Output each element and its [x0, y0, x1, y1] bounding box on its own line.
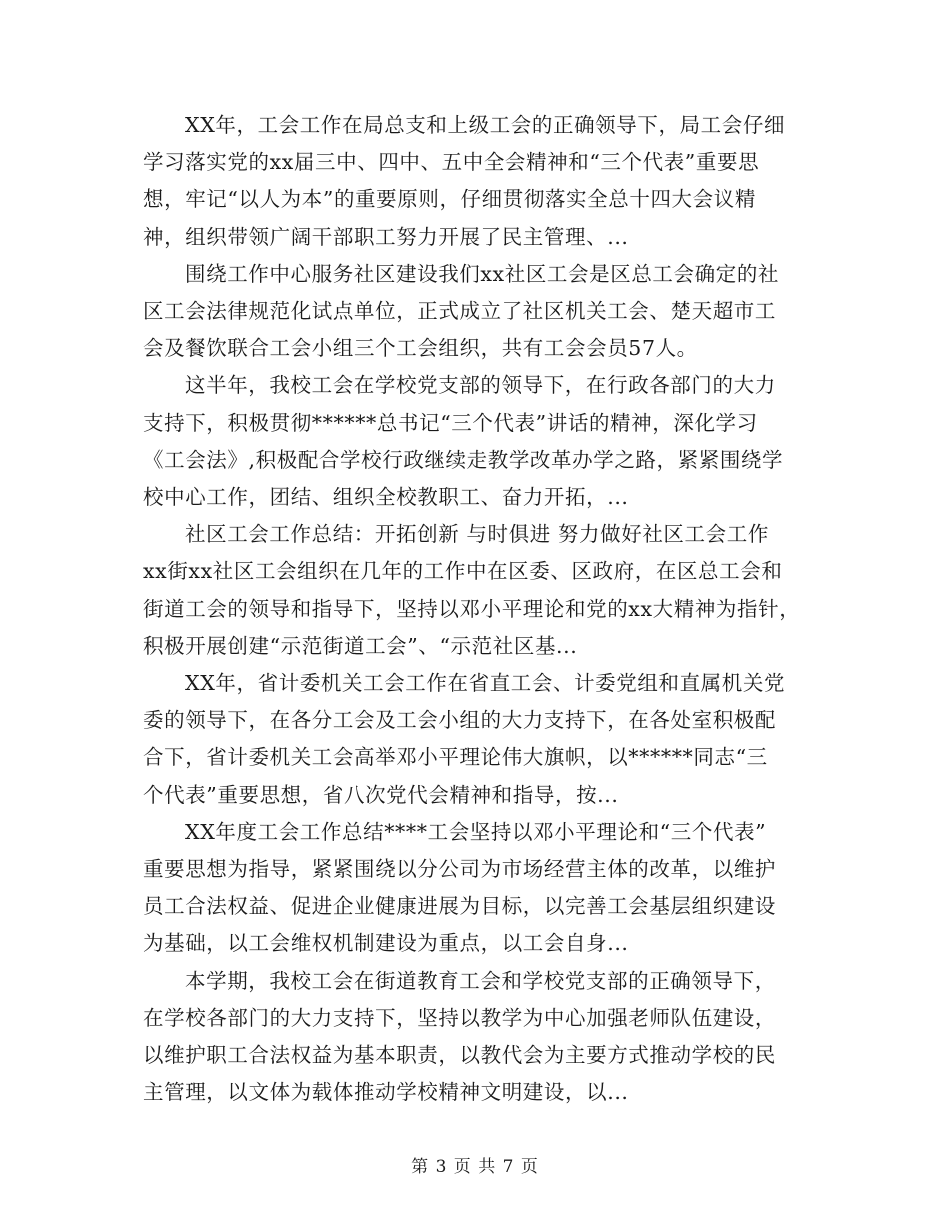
- paragraph-line: 重要思想为指导，紧紧围绕以分公司为市场经营主体的改革，以维护: [143, 857, 776, 882]
- paragraph-line: XX年，工会工作在局总支和上级工会的正确领导下，局工会仔细: [185, 113, 786, 137]
- paragraph-line: 为基础，以工会维权机制建设为重点，以工会自身...: [143, 931, 629, 956]
- paragraph-line: XX年度工会工作总结****工会坚持以邓小平理论和“三个代表”: [185, 819, 767, 844]
- paragraph-line: 想，牢记“以人为本”的重要原则，仔细贯彻落实全总十四大会议精: [143, 187, 756, 212]
- paragraph-line: 本学期，我校工会在街道教育工会和学校党支部的正确领导下，: [185, 968, 776, 993]
- paragraph-line: 主管理，以文体为载体推动学校精神文明建设，以...: [143, 1080, 629, 1105]
- paragraph-6: [143, 814, 815, 963]
- paragraph-5: [143, 665, 815, 814]
- paragraph-line: 街道工会的领导和指导下，坚持以邓小平理论和党的xx大精神为指针，: [143, 596, 801, 621]
- paragraph-line: 在学校各部门的大力支持下，坚持以教学为中心加强老师队伍建设，: [143, 1005, 776, 1030]
- paragraph-line: 围绕工作中心服务社区建设我们xx社区工会是区总工会确定的社: [185, 261, 780, 286]
- paragraph-line: 《工会法》,积极配合学校行政继续走教学改革办学之路，紧紧围绕学: [143, 447, 784, 472]
- paragraph-line: 员工合法权益、促进企业健康进展为目标，以完善工会基层组织建设: [143, 894, 776, 919]
- paragraph-line: 以维护职工合法权益为基本职责，以教代会为主要方式推动学校的民: [143, 1043, 776, 1068]
- paragraph-line: 社区工会工作总结：开拓创新 与时俱进 努力做好社区工会工作: [185, 522, 769, 547]
- paragraph-line: xx街xx社区工会组织在几年的工作中在区委、区政府，在区总工会和: [143, 559, 783, 584]
- paragraph-line: 神，组织带领广阔干部职工努力开展了民主管理、...: [143, 224, 629, 249]
- paragraph-7: [143, 963, 815, 1112]
- paragraph-2: [143, 256, 815, 368]
- paragraph-line: 区工会法律规范化试点单位，正式成立了社区机关工会、楚天超市工: [143, 299, 776, 324]
- paragraph-line: 个代表”重要思想，省八次党代会精神和指导，按...: [143, 782, 619, 807]
- paragraph-line: XX年，省计委机关工会工作在省直工会、计委党组和直属机关党: [185, 671, 786, 696]
- paragraph-line: 积极开展创建“示范街道工会”、“示范社区基...: [143, 633, 578, 658]
- paragraph-line: 这半年，我校工会在学校党支部的领导下，在行政各部门的大力: [185, 373, 776, 398]
- paragraph-1: [143, 107, 815, 256]
- document-body: [143, 107, 815, 1111]
- paragraph-3: [143, 367, 815, 516]
- paragraph-line: 支持下，积极贯彻******总书记“三个代表”讲话的精神，深化学习: [143, 410, 758, 435]
- paragraph-4: [143, 516, 815, 665]
- paragraph-line: 校中心工作，团结、组织全校教职工、奋力开拓，...: [143, 485, 629, 510]
- paragraph-line: 合下，省计委机关工会高举邓小平理论伟大旗帜，以******同志“三: [143, 745, 768, 770]
- paragraph-line: 学习落实党的xx届三中、四中、五中全会精神和“三个代表”重要思: [143, 150, 760, 175]
- paragraph-line: 委的领导下，在各分工会及工会小组的大力支持下，在各处室积极配: [143, 708, 776, 733]
- page-number-footer: 第 3 页 共 7 页: [411, 1157, 539, 1177]
- paragraph-line: 会及餐饮联合工会小组三个工会组织，共有工会会员57人。: [143, 336, 698, 361]
